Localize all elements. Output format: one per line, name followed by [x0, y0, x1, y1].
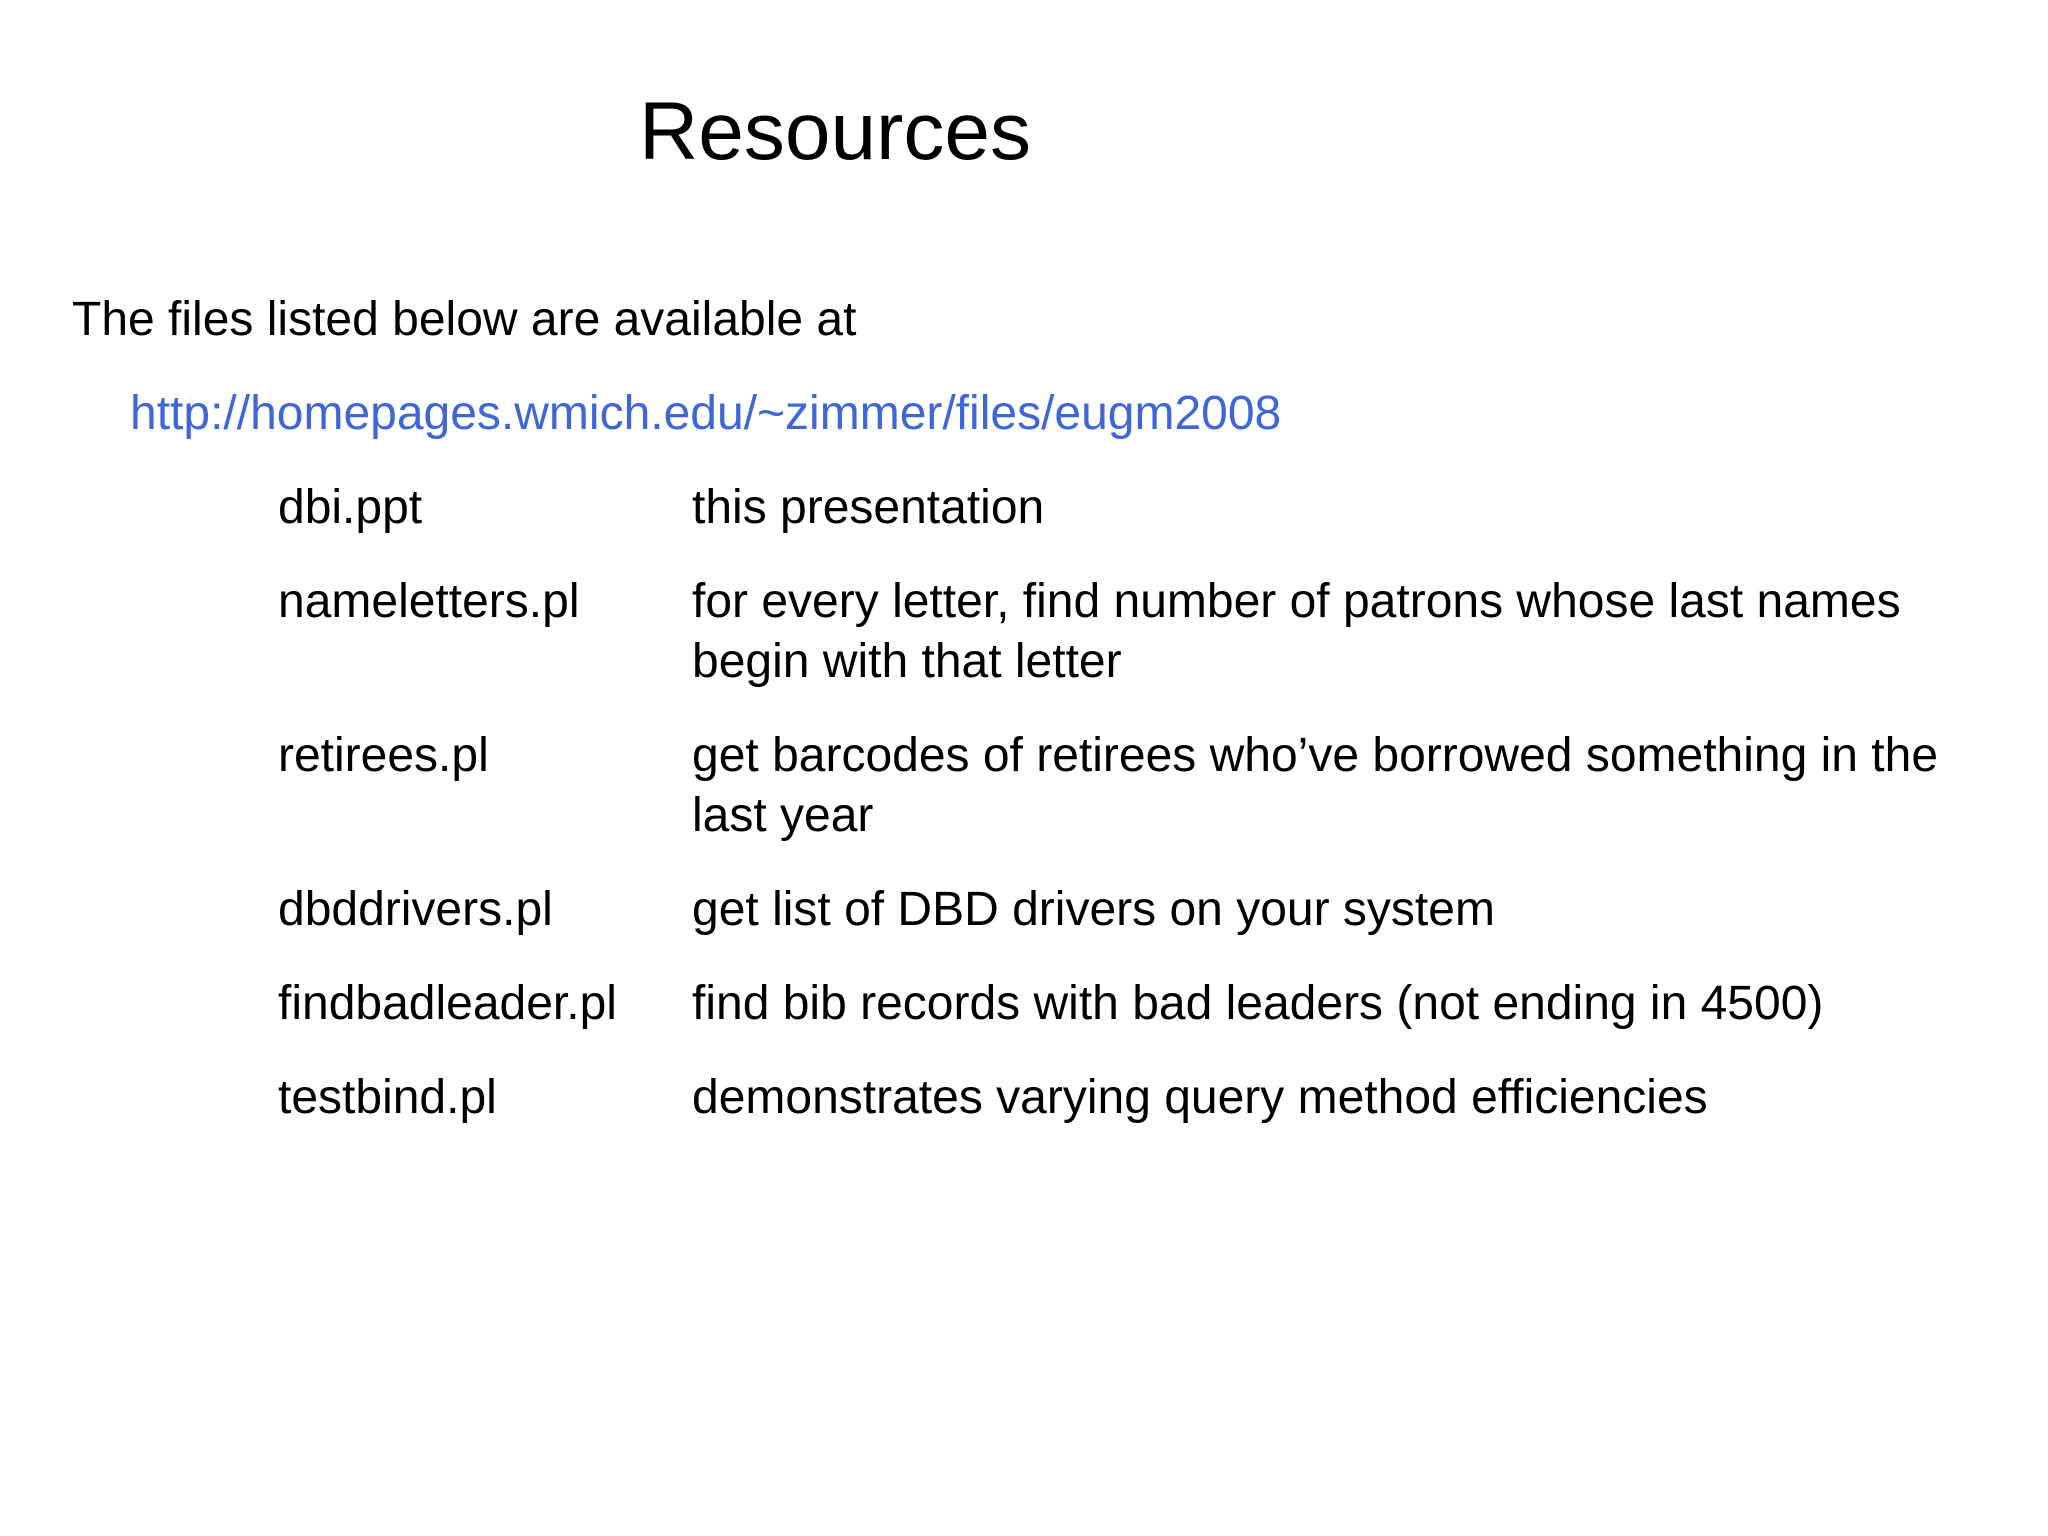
file-name: retirees.pl — [278, 729, 489, 782]
slide-title: Resources — [639, 86, 1031, 177]
file-name: dbi.ppt — [278, 481, 423, 534]
file-description: find bib records with bad leaders (not ending in 4500) — [692, 977, 1824, 1030]
file-row — [278, 572, 2018, 692]
file-description: for every letter, find number of patrons whose last names begin with that letter — [692, 575, 1901, 688]
file-name: dbddrivers.pl — [278, 883, 553, 936]
file-description: get barcodes of retirees who’ve borrowed something in the last year — [692, 729, 1939, 842]
file-row — [278, 1068, 2018, 1128]
resources-link[interactable]: http://homepages.wmich.edu/~zimmer/files/eugm2008 — [130, 387, 1282, 440]
file-row — [278, 726, 2018, 846]
file-name: findbadleader.pl — [278, 977, 617, 1030]
file-description: this presentation — [692, 481, 1045, 534]
intro-text: The files listed below are available at — [72, 293, 857, 346]
file-row — [278, 974, 2018, 1034]
file-description: demonstrates varying query method efficiencies — [692, 1071, 1708, 1124]
file-row — [278, 478, 2018, 538]
file-list — [278, 478, 2018, 1162]
file-name: testbind.pl — [278, 1071, 497, 1124]
file-description: get list of DBD drivers on your system — [692, 883, 1495, 936]
file-name: nameletters.pl — [278, 575, 580, 628]
file-row — [278, 880, 2018, 940]
